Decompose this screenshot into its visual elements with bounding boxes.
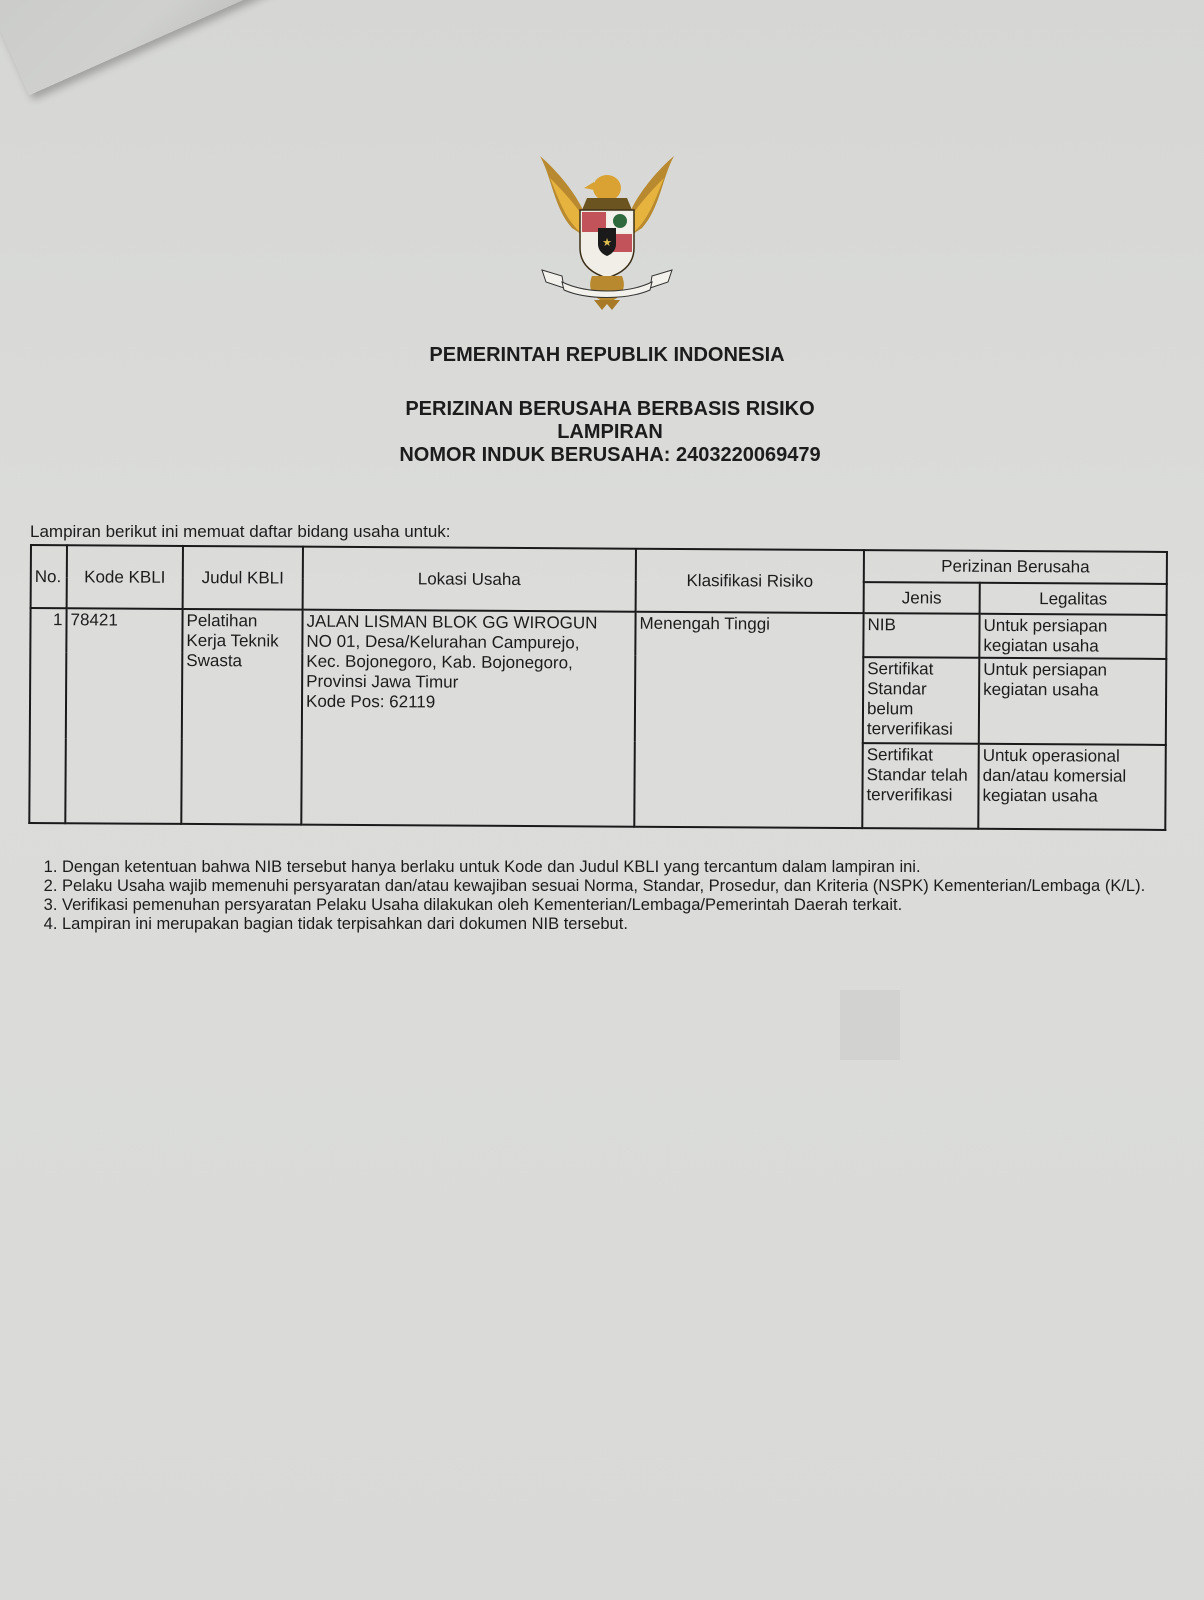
- table-row: [30, 608, 1166, 659]
- document-title: PERIZINAN BERUSAHA BERBASIS RISIKO: [405, 398, 815, 420]
- cell-legalitas: Untuk persiapan kegiatan usaha: [979, 658, 1167, 745]
- note-item: 4. Lampiran ini merupakan bagian tidak terpisahkan dari dokumen NIB tersebut.: [62, 915, 1160, 934]
- cell-legalitas: Untuk operasional dan/atau komersial kegiatan usaha: [978, 744, 1166, 830]
- lokasi-line: JALAN LISMAN BLOK GG WIROGUN: [306, 612, 598, 633]
- header-jenis: Jenis: [864, 582, 980, 614]
- lokasi-line: Provinsi Jawa Timur: [306, 672, 459, 693]
- intro-text: Lampiran berikut ini memuat daftar bidang usaha untuk:: [30, 522, 451, 541]
- notes-section: [30, 858, 1160, 934]
- notes-list: [30, 858, 1160, 934]
- cell-no: 1: [29, 608, 66, 823]
- business-fields-table: [28, 544, 1168, 831]
- folded-page-corner: [0, 0, 321, 95]
- table-header-row: [31, 545, 1167, 584]
- header-judul-kbli: Judul KBLI: [183, 546, 303, 610]
- cell-lokasi-usaha: [301, 610, 635, 827]
- cell-judul-kbli: Pelatihan Kerja Teknik Swasta: [181, 609, 302, 824]
- document-subtitle: LAMPIRAN: [557, 421, 663, 443]
- government-heading: PEMERINTAH REPUBLIK INDONESIA: [429, 344, 785, 366]
- show-through-qr-shadow: [840, 990, 900, 1060]
- note-item: 3. Verifikasi pemenuhan persyaratan Pelaku Usaha dilakukan oleh Kementerian/Lembaga/Pemerintah Daerah terkait.: [62, 896, 1160, 915]
- lokasi-line: NO 01, Desa/Kelurahan Campurejo,: [306, 632, 580, 653]
- header-klasifikasi-risiko: Klasifikasi Risiko: [636, 549, 864, 614]
- cell-kode-kbli: 78421: [65, 609, 182, 824]
- note-item: 1. Dengan ketentuan bahwa NIB tersebut hanya berlaku untuk Kode dan Judul KBLI yang tercantum dalam lampiran ini.: [62, 858, 1160, 877]
- garuda-pancasila-emblem: [532, 148, 682, 318]
- header-legalitas: Legalitas: [980, 583, 1167, 616]
- header-lokasi-usaha: Lokasi Usaha: [303, 547, 636, 612]
- cell-jenis: Sertifikat Standar belum terverifikasi: [863, 657, 980, 744]
- document-title-block: [8, 398, 1204, 467]
- cell-klasifikasi-risiko: Menengah Tinggi: [634, 612, 863, 828]
- cell-jenis: Sertifikat Standar telah terverifikasi: [862, 743, 979, 828]
- header-kode-kbli: Kode KBLI: [67, 545, 183, 609]
- cell-legalitas: Untuk persiapan kegiatan usaha: [979, 614, 1166, 659]
- lokasi-line: Kec. Bojonegoro, Kab. Bojonegoro,: [306, 652, 573, 673]
- header-perizinan-berusaha: Perizinan Berusaha: [864, 550, 1167, 584]
- cell-jenis: NIB: [863, 613, 979, 658]
- nib-number: NOMOR INDUK BERUSAHA: 2403220069479: [399, 444, 821, 466]
- svg-text:★: ★: [602, 237, 612, 249]
- lokasi-line: Kode Pos: 62119: [305, 692, 436, 712]
- note-item: 2. Pelaku Usaha wajib memenuhi persyaratan dan/atau kewajiban sesuai Norma, Standar, Prosedur, dan Kriteria (NSPK) Kementerian/Lembaga (K/L).: [62, 877, 1160, 896]
- header-no: No.: [31, 545, 67, 609]
